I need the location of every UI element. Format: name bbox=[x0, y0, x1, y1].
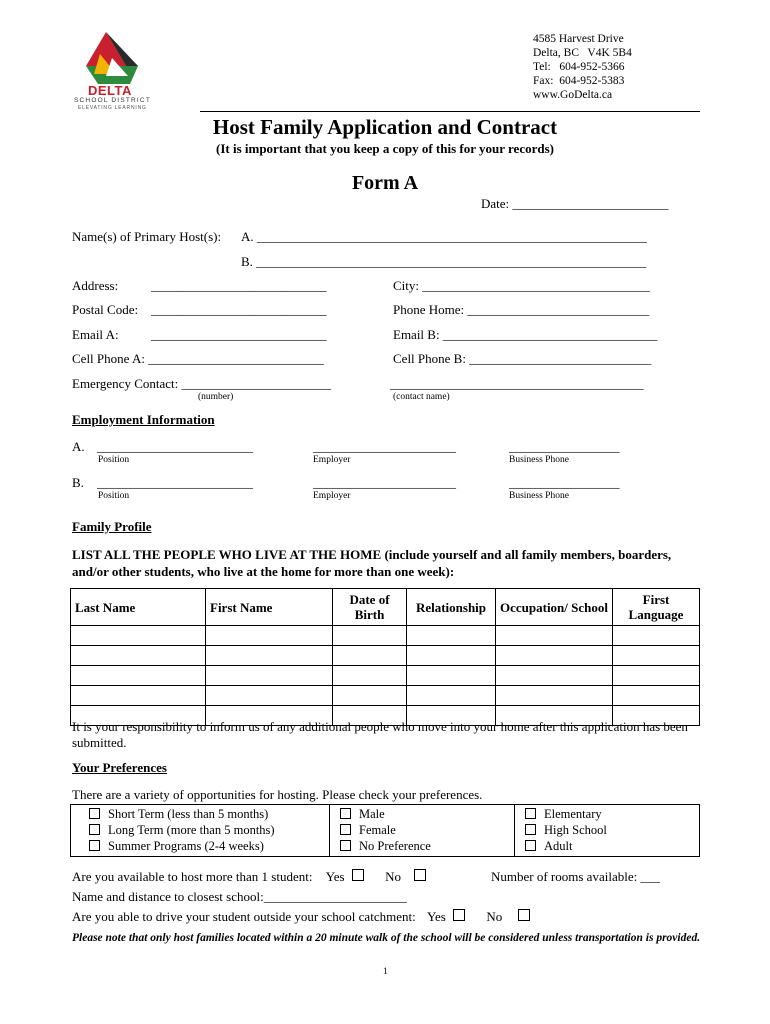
family-table-cell[interactable] bbox=[496, 666, 613, 686]
family-table-row bbox=[71, 626, 700, 646]
family-table-row bbox=[71, 686, 700, 706]
email-b-field[interactable]: Email B: _________________________________ bbox=[393, 327, 658, 342]
page-title: Host Family Application and Contract bbox=[212, 115, 558, 139]
family-table-cell[interactable] bbox=[333, 686, 407, 706]
family-table-cell[interactable] bbox=[496, 686, 613, 706]
contact-tel: Tel: 604-952-5366 bbox=[533, 61, 625, 73]
host-more-label: Are you available to host more than 1 student: bbox=[72, 869, 313, 884]
employment-letter: B. bbox=[72, 475, 84, 490]
yes-label: Yes bbox=[426, 909, 446, 924]
col-relationship: Relationship bbox=[407, 589, 496, 626]
checkbox[interactable] bbox=[89, 808, 100, 819]
yes-label: Yes bbox=[325, 869, 345, 884]
pref-option[interactable]: Elementary bbox=[525, 806, 695, 822]
checkbox[interactable] bbox=[525, 808, 536, 819]
pref-option[interactable]: Female bbox=[340, 822, 510, 838]
family-table-cell[interactable] bbox=[613, 666, 700, 686]
gender-options bbox=[330, 805, 515, 857]
family-table-cell[interactable] bbox=[206, 646, 333, 666]
cell-phone-a-field[interactable]: Cell Phone A: ___________________________ bbox=[72, 351, 324, 366]
emergency-name-field[interactable]: _______________________________________ bbox=[390, 376, 644, 391]
preferences-heading: Your Preferences bbox=[72, 760, 167, 775]
logo-tagline: ELEVATING LEARNING bbox=[78, 105, 147, 111]
family-table-cell[interactable] bbox=[407, 686, 496, 706]
drive-yes-checkbox[interactable] bbox=[453, 909, 465, 921]
employer-caption: Employer bbox=[313, 455, 351, 465]
employer-caption: Employer bbox=[313, 491, 351, 501]
business-phone-field[interactable]: _________________ bbox=[509, 439, 620, 454]
position-caption: Position bbox=[98, 455, 130, 465]
family-table-cell[interactable] bbox=[407, 646, 496, 666]
logo-subtitle: SCHOOL DISTRICT bbox=[74, 97, 151, 104]
page-number: 1 bbox=[383, 967, 388, 977]
col-last-name: Last Name bbox=[71, 589, 206, 626]
pref-option[interactable]: Male bbox=[340, 806, 510, 822]
age-options bbox=[515, 805, 700, 857]
logo-name: DELTA bbox=[88, 83, 132, 98]
closest-school-field[interactable]: Name and distance to closest school:______________________ bbox=[72, 889, 407, 904]
family-table-cell[interactable] bbox=[496, 646, 613, 666]
pref-option[interactable]: Long Term (more than 5 months) bbox=[89, 822, 325, 838]
emergency-number-caption: (number) bbox=[198, 392, 234, 402]
pref-option[interactable]: No Preference bbox=[340, 838, 510, 854]
family-note: It is your responsibility to inform us of any additional people who move into your home after this application has been submitted. bbox=[72, 719, 688, 750]
contact-web: www.GoDelta.ca bbox=[533, 89, 613, 101]
family-profile-heading: Family Profile bbox=[72, 519, 152, 534]
family-table-cell[interactable] bbox=[206, 666, 333, 686]
employment-heading: Employment Information bbox=[72, 412, 215, 427]
delta-triangle-icon bbox=[72, 28, 152, 84]
no-label: No bbox=[385, 869, 402, 884]
primary-host-b-field[interactable]: B. ____________________________________________________________ bbox=[241, 254, 647, 269]
pref-option[interactable]: Short Term (less than 5 months) bbox=[89, 806, 325, 822]
emergency-name-caption: (contact name) bbox=[393, 392, 450, 402]
checkbox[interactable] bbox=[340, 824, 351, 835]
phone-home-field[interactable]: Phone Home: ____________________________ bbox=[393, 302, 650, 317]
family-table-cell[interactable] bbox=[407, 626, 496, 646]
business-phone-caption: Business Phone bbox=[509, 455, 569, 465]
email-a-field[interactable]: ___________________________ bbox=[151, 327, 327, 342]
family-table-cell[interactable] bbox=[496, 626, 613, 646]
postal-code-field[interactable]: ___________________________ bbox=[151, 302, 327, 317]
family-table-cell[interactable] bbox=[613, 626, 700, 646]
family-table-cell[interactable] bbox=[71, 626, 206, 646]
contact-block bbox=[533, 32, 632, 102]
employer-field[interactable]: ______________________ bbox=[313, 439, 456, 454]
drive-no-checkbox[interactable] bbox=[518, 909, 530, 921]
family-table-cell[interactable] bbox=[333, 626, 407, 646]
position-field[interactable]: ________________________ bbox=[97, 439, 253, 454]
checkbox[interactable] bbox=[340, 840, 351, 851]
district-logo bbox=[72, 28, 152, 112]
col-first-language: First Language bbox=[613, 589, 700, 626]
form-label: Form A bbox=[351, 172, 419, 194]
checkbox[interactable] bbox=[89, 840, 100, 851]
family-table bbox=[70, 588, 700, 726]
address-field[interactable]: ___________________________ bbox=[151, 278, 327, 293]
checkbox[interactable] bbox=[525, 840, 536, 851]
employment-letter: A. bbox=[72, 439, 85, 454]
family-table-header bbox=[71, 589, 700, 626]
postal-code-label: Postal Code: bbox=[72, 302, 139, 317]
family-instruction: LIST ALL THE PEOPLE WHO LIVE AT THE HOME (include yourself and all family members, boarders, and/or other students, who live at the home for more than one week): bbox=[72, 547, 672, 579]
col-first-name: First Name bbox=[206, 589, 333, 626]
family-table-cell[interactable] bbox=[206, 626, 333, 646]
address-label: Address: bbox=[72, 278, 119, 293]
checkbox[interactable] bbox=[525, 824, 536, 835]
contact-city: Delta, BC V4K 5B4 bbox=[533, 47, 632, 59]
header-divider bbox=[200, 111, 700, 112]
business-phone-field[interactable]: _________________ bbox=[509, 475, 620, 490]
family-table-cell[interactable] bbox=[333, 646, 407, 666]
family-table-cell[interactable] bbox=[333, 666, 407, 686]
family-table-cell[interactable] bbox=[206, 686, 333, 706]
host-more-no-checkbox[interactable] bbox=[414, 869, 426, 881]
emergency-contact-field[interactable]: Emergency Contact: _______________________ bbox=[72, 376, 332, 391]
family-table-cell[interactable] bbox=[613, 646, 700, 666]
preferences-table bbox=[70, 804, 700, 857]
family-table-cell[interactable] bbox=[71, 666, 206, 686]
pref-option[interactable]: High School bbox=[525, 822, 695, 838]
family-table-cell[interactable] bbox=[613, 686, 700, 706]
contact-fax: Fax: 604-952-5383 bbox=[533, 75, 625, 87]
employer-field[interactable]: ______________________ bbox=[313, 475, 456, 490]
family-table-cell[interactable] bbox=[407, 666, 496, 686]
pref-option[interactable]: Adult bbox=[525, 838, 695, 854]
drive-label: Are you able to drive your student outside your school catchment: bbox=[72, 909, 416, 924]
col-date-of-birth: Date of Birth bbox=[333, 589, 407, 626]
primary-host-a-field[interactable]: A. ____________________________________________________________ bbox=[241, 229, 647, 244]
no-label: No bbox=[486, 909, 503, 924]
contact-street: 4585 Harvest Drive bbox=[533, 33, 624, 45]
drive-question bbox=[72, 909, 530, 925]
checkbox[interactable] bbox=[89, 824, 100, 835]
position-caption: Position bbox=[98, 491, 130, 501]
host-more-yes-checkbox[interactable] bbox=[352, 869, 364, 881]
position-field[interactable]: ________________________ bbox=[97, 475, 253, 490]
host-more-question bbox=[72, 869, 426, 885]
checkbox[interactable] bbox=[340, 808, 351, 819]
cell-phone-b-field[interactable]: Cell Phone B: ____________________________ bbox=[393, 351, 652, 366]
duration-options bbox=[71, 805, 330, 857]
page-subtitle: (It is important that you keep a copy of this for your records) bbox=[216, 141, 554, 156]
preferences-intro: There are a variety of opportunities for hosting. Please check your preferences. bbox=[72, 787, 483, 802]
date-field[interactable]: Date: ________________________ bbox=[481, 196, 669, 211]
family-table-row bbox=[71, 646, 700, 666]
col-occupation-school: Occupation/ School bbox=[496, 589, 613, 626]
family-table-cell[interactable] bbox=[71, 646, 206, 666]
family-table-cell[interactable] bbox=[71, 686, 206, 706]
rooms-available-field[interactable]: Number of rooms available: ___ bbox=[491, 869, 660, 884]
business-phone-caption: Business Phone bbox=[509, 491, 569, 501]
family-table-row bbox=[71, 666, 700, 686]
primary-hosts-label: Name(s) of Primary Host(s): bbox=[72, 229, 222, 244]
footer-note: Please note that only host families located within a 20 minute walk of the school will be considered unless transportation is provided. bbox=[72, 932, 701, 944]
pref-option[interactable]: Summer Programs (2-4 weeks) bbox=[89, 838, 325, 854]
email-a-label: Email A: bbox=[72, 327, 119, 342]
city-field[interactable]: City: ___________________________________ bbox=[393, 278, 650, 293]
